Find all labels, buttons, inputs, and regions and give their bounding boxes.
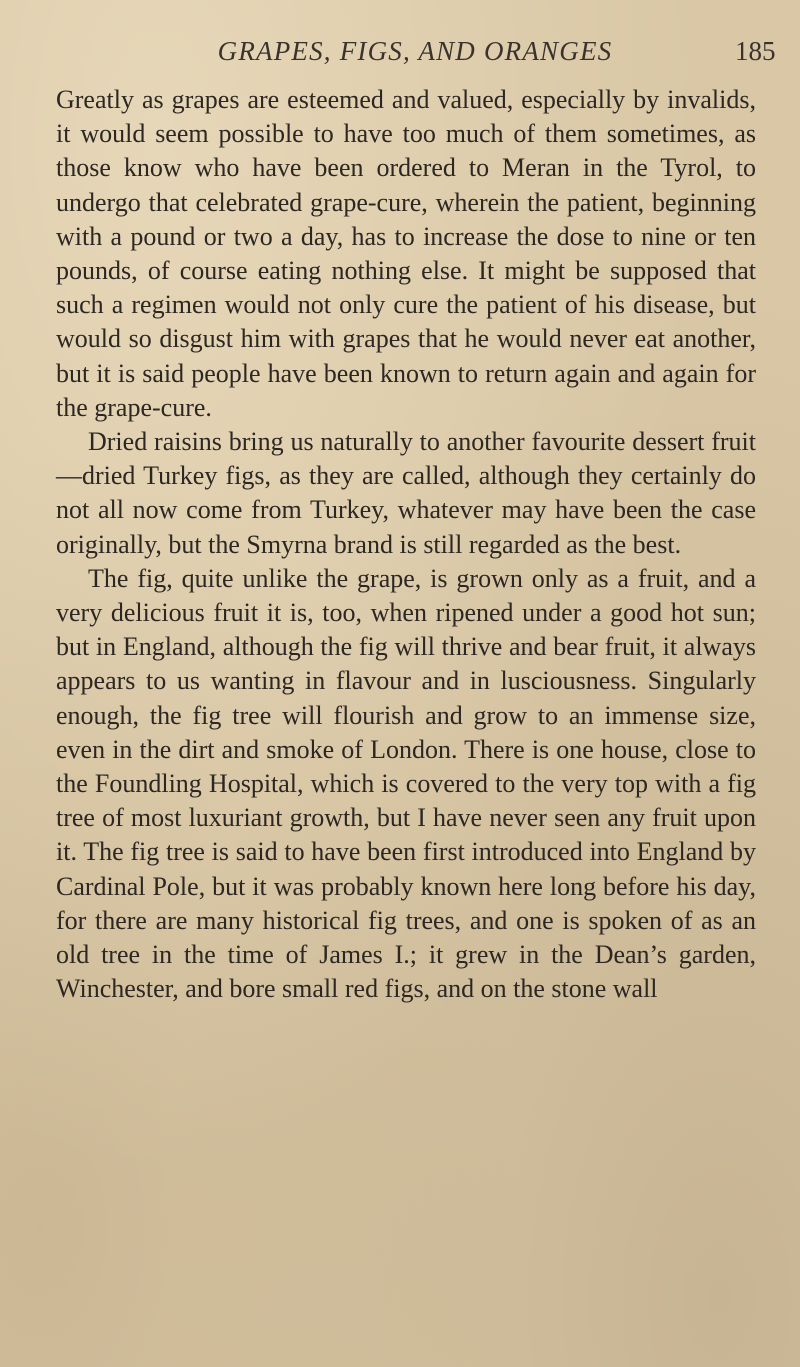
body-text [56, 83, 756, 1006]
paragraph-dried-figs: Dried raisins bring us naturally to another favourite dessert fruit—dried Turkey figs, as they are called, although they certainly do not all now come from Turkey, whatever may have been the case originally, but the Smyrna brand is still regarded as the best. [56, 427, 756, 559]
page-number: 185 [735, 36, 776, 66]
paragraph-grape-cure: Greatly as grapes are esteemed and valued, especially by invalids, it would seem possible to have too much of them sometimes, as those know who have been ordered to Meran in the Tyrol, to undergo that celebrated grape-cure, wherein the patient, beginning with a pound or two a day, has to increase the dose to nine or ten pounds, of course eating nothing else. It might be supposed that such a regimen would not only cure the patient of his disease, but would so disgust him with grapes that he would never eat another, but it is said people have been known to return again and again for the grape-cure. [56, 85, 756, 422]
running-head: GRAPES, FIGS, AND ORANGES [217, 36, 613, 66]
paragraph-fig-tree: The fig, quite unlike the grape, is grown only as a fruit, and a very delicious fruit it is, too, when ripened under a good hot sun; but in England, although the fig will thrive and bear fruit, it always appears to us wanting in flavour and in lusciousness. Singularly enough, the fig tree will flourish and grow to an immense size, even in the dirt and smoke of London. There is one house, close to the Foundling Hospital, which is covered to the very top with a fig tree of most luxuriant growth, but I have never seen any fruit upon it. The fig tree is said to have been first introduced into England by Cardinal Pole, but it was probably known here long before his day, for there are many historical fig trees, and one is spoken of as an old tree in the time of James I.; it grew in the Dean’s garden, Winchester, and bore small red figs, and on the stone wall [56, 563, 756, 1004]
